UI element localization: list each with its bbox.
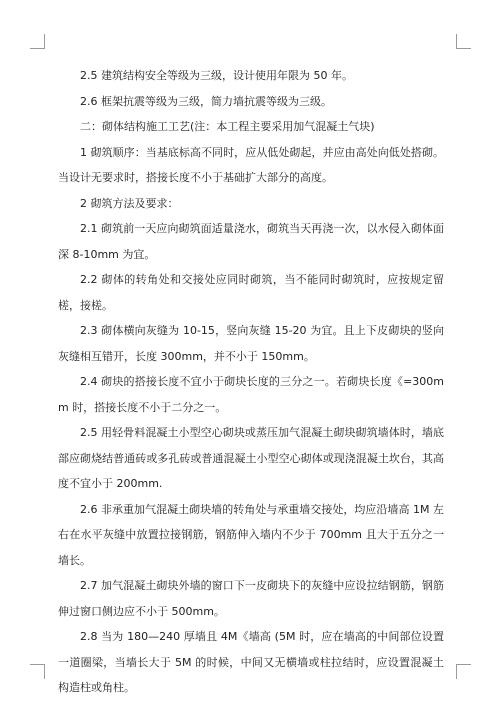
section-heading-masonry: 二：砌体结构施工工艺(注：本工程主要采用加气混凝土气块) bbox=[80, 120, 375, 133]
paragraph-2-2-corners: 2.2 砌体的转角处和交接处应同时砌筑，当不能同时砌筑时，应按规定留槎，接槎。 bbox=[58, 273, 444, 312]
crop-mark-bottom-left bbox=[30, 664, 45, 679]
crop-mark-bottom-right bbox=[456, 664, 471, 679]
paragraph-2-7-window-bars: 2.7 加气混凝土砌块外墙的窗口下一皮砌块下的灰缝中应设拉结钢筋，钢筋伸过窗口侧边应不小于 500mm。 bbox=[58, 579, 444, 618]
crop-mark-top-right bbox=[456, 34, 471, 49]
paragraph-2-6-tie-bars: 2.6 非承重加气混凝土砌块墙的转角处与承重墙交接处，均应沿墙高 1M 左右在水平灰缝中放置拉接钢筋，钢筋伸入墙内不少于 700mm 且大于五分之一墙长。 bbox=[58, 502, 444, 567]
document-body bbox=[58, 63, 444, 701]
paragraph-1-masonry-order: 1 砌筑顺序：当基底标高不同时，应从低处砌起，并应由高处向低处搭砌。当设计无要求时，搭接长度不小于基础扩大部分的高度。 bbox=[58, 145, 444, 184]
paragraph-2-3-mortar-joints: 2.3 砌体横向灰缝为 10-15，竖向灰缝 15-20 为宜。且上下皮砌块的竖向灰缝相互错开，长度 300mm，并不小于 150mm。 bbox=[58, 324, 444, 363]
paragraph-2-methods-heading: 2 砌筑方法及要求： bbox=[80, 196, 179, 210]
paragraph-2-6-seismic-grade: 2.6 框架抗震等级为三级，简力墙抗震等级为三级。 bbox=[80, 94, 332, 108]
paragraph-2-5-safety-grade: 2.5 建筑结构安全等级为三级，设计使用年限为 50 年。 bbox=[80, 69, 353, 82]
paragraph-2-4-overlap-length: 2.4 砌块的搭接长度不宜小于砌块长度的三分之一。若砌块长度《=300mm 时，搭接长度不小于二分之一。 bbox=[58, 375, 444, 414]
crop-mark-top-left bbox=[30, 34, 45, 49]
paragraph-2-8-ring-beam: 2.8 当为 180—240 厚墙且 4M《墙高 (5M 时，应在墙高的中间部位设置一道圈梁，当墙长大于 5M 的时候，中间又无横墙或柱拉结时，应设置混凝土构造柱或角柱。 bbox=[58, 630, 444, 694]
paragraph-2-1-watering: 2.1 砌筑前一天应向砌筑面适量浇水，砌筑当天再浇一次，以水侵入砌体面深 8-10mm 为宜。 bbox=[58, 222, 444, 261]
paragraph-2-5-wall-base: 2.5 用轻骨料混凝土小型空心砌块或蒸压加气混凝土砌块砌筑墙体时，墙底部应砌烧结普通砖或多孔砖或普通混凝土小型空心砌体或现浇混凝土坎台，其高度不宜小于 200mm. bbox=[58, 426, 444, 490]
